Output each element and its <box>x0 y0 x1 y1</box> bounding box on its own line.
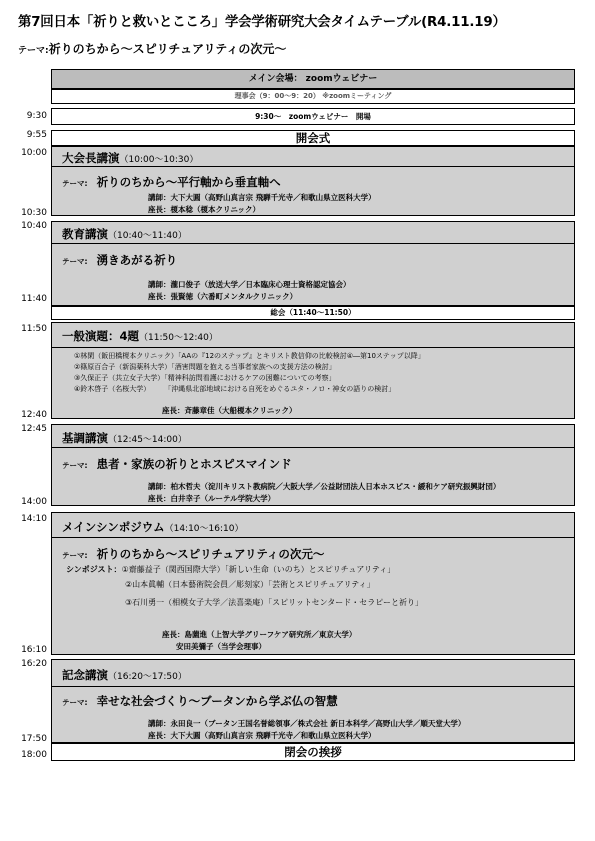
symposist-row-1 <box>66 564 395 575</box>
symposist-2: ②山本眞輔（日本藝術院会員／彫刻家）「芸術とスピリチュアリティ」 <box>125 580 375 589</box>
theme-label: テーマ: <box>18 46 49 56</box>
theme-text: 湧きあがる祈り <box>96 253 178 267</box>
education-lecture-heading <box>62 226 187 242</box>
symposium-heading <box>62 519 243 535</box>
presidential-speaker: 講師：大下大圓（高野山真言宗 飛騨千光寺／和歌山県立医科大学） <box>148 193 376 202</box>
opening-ceremony: 開会式 <box>51 130 575 146</box>
general-presentations-title: 一般演題：4題 <box>62 329 140 343</box>
theme-text: 幸せな社会づくり～ブータンから学ぶ仏の智慧 <box>96 694 338 708</box>
time-1140: 11:40 <box>21 294 47 304</box>
page-title: 第7回日本「祈りと救いとこころ」学会学術研究大会タイムテーブル(R4.11.19） <box>18 15 506 30</box>
theme-label: テーマ: <box>62 698 88 707</box>
keynote-title: 基調講演 <box>62 431 108 445</box>
symposists-label: シンポジスト： <box>66 565 122 574</box>
closing-remarks: 閉会の挨拶 <box>51 743 575 761</box>
general-presentations-heading <box>62 328 218 344</box>
venue-header: メイン会場： zoomウェビナー <box>51 69 575 89</box>
time-1240: 12:40 <box>21 410 47 420</box>
memorial-lecture-block <box>51 659 575 743</box>
time-1000: 10:00 <box>21 148 47 158</box>
memorial-theme <box>62 690 338 709</box>
education-chair: 座長：張賢徳（六番町メンタルクリニック） <box>148 292 298 301</box>
keynote-heading <box>62 430 187 446</box>
symposium-time: （14:10～16:10） <box>164 524 244 534</box>
symposium-chair-2: 安田美彌子（当学会理事） <box>176 642 266 651</box>
education-speaker: 講師：瀧口俊子（放送大学／日本臨床心理士資格認定協会） <box>148 280 351 289</box>
theme-text: 祈りのちから～平行軸から垂直軸へ <box>96 175 281 189</box>
education-theme <box>62 249 177 268</box>
keynote-theme <box>62 453 292 472</box>
time-0955: 9:55 <box>26 130 47 140</box>
keynote-speaker: 講師：柏木哲夫（淀川キリスト教病院／大阪大学／公益財団法人日本ホスピス・緩和ケア研究振興財団） <box>148 482 501 491</box>
keynote-time: （12:45～14:00） <box>108 435 187 445</box>
doors-open: 9:30～ zoomウェビナー 開場 <box>51 108 575 125</box>
keynote-block <box>51 424 575 506</box>
memorial-speaker: 講師：永田良一（ブータン王国名誉総領事／株式会社 新日本科学／高野山大学／順天堂大学） <box>148 719 466 728</box>
education-lecture-time: （10:40～11:40） <box>108 231 187 241</box>
symposist-1: ①齋藤益子（関西国際大学）「新しい生命（いのち）とスピリチュアリティ」 <box>121 565 396 574</box>
presentation-item-1: ①林閑（飯田橋榎本クリニック）「AAの『12のステップ』とキリスト教信仰の比較検討④―第10ステップ以降」 <box>74 352 425 360</box>
presentation-item-4: ④鈴木啓子（名桜大学） 「沖縄県北部地域における自死をめぐるユタ・ノロ・神女の語りの検討」 <box>74 385 396 393</box>
presidential-lecture-time: （10:00～10:30） <box>119 155 199 165</box>
presentation-item-2: ②篠原百合子（新潟薬科大学）「酒害問題を抱える当事者家族への支援方法の検討」 <box>74 363 336 371</box>
presidential-theme <box>62 171 281 190</box>
time-1245: 12:45 <box>21 424 47 434</box>
education-lecture-block <box>51 221 575 306</box>
theme-label: テーマ: <box>62 179 88 188</box>
general-presentations-time: （11:50～12:40） <box>139 333 218 343</box>
memorial-lecture-title: 記念講演 <box>62 668 108 682</box>
theme-label: テーマ: <box>62 551 88 560</box>
general-meeting: 総会（11:40～11:50） <box>51 306 575 320</box>
time-1400: 14:00 <box>21 497 47 507</box>
education-lecture-title: 教育講演 <box>62 227 108 241</box>
symposium-chair-1: 座長：島薗進（上智大学グリーフケア研究所／東京大学） <box>162 630 357 639</box>
time-1800: 18:00 <box>21 750 47 760</box>
general-chair: 座長：斉藤章佳（大船榎本クリニック） <box>162 406 297 415</box>
presidential-chair: 座長：榎本稔（榎本クリニック） <box>148 205 261 214</box>
time-1030: 10:30 <box>21 208 47 218</box>
presentation-item-3: ③久保正子（共立女子大学）「精神科訪問看護におけるケアの困難についての考察」 <box>74 374 336 382</box>
memorial-lecture-heading <box>62 667 187 683</box>
board-meeting: 理事会（9：00～9：20） ※zoomミーティング <box>51 89 575 104</box>
general-presentations-block <box>51 322 575 419</box>
time-1150: 11:50 <box>21 324 47 334</box>
time-1610: 16:10 <box>21 645 47 655</box>
symposium-block <box>51 512 575 655</box>
symposium-theme <box>62 543 324 562</box>
symposist-3: ③石川勇一（相模女子大学／法喜楽庵）「スピリットセンタード・セラピーと祈り」 <box>125 598 423 607</box>
symposium-title: メインシンポジウム <box>62 520 165 534</box>
time-0930: 9:30 <box>26 111 47 121</box>
presidential-lecture-title: 大会長講演 <box>62 151 120 165</box>
theme-text: 祈りのちから～スピリチュアリティの次元～ <box>48 42 287 56</box>
time-1040: 10:40 <box>21 221 47 231</box>
theme-label: テーマ: <box>62 257 88 266</box>
theme-text: 患者・家族の祈りとホスピスマインド <box>96 457 292 471</box>
presidential-lecture-block <box>51 146 575 216</box>
time-1620: 16:20 <box>21 659 47 669</box>
theme-label: テーマ: <box>62 461 88 470</box>
time-1410: 14:10 <box>21 514 47 524</box>
memorial-chair: 座長：大下大圓（高野山真言宗 飛騨千光寺／和歌山県立医科大学） <box>148 731 376 740</box>
conference-theme <box>18 40 286 57</box>
time-1750: 17:50 <box>21 734 47 744</box>
memorial-lecture-time: （16:20～17:50） <box>108 672 187 682</box>
theme-text: 祈りのちから～スピリチュアリティの次元～ <box>96 547 325 561</box>
keynote-chair: 座長：白井幸子（ルーテル学院大学） <box>148 494 276 503</box>
presidential-lecture-heading <box>62 150 198 166</box>
